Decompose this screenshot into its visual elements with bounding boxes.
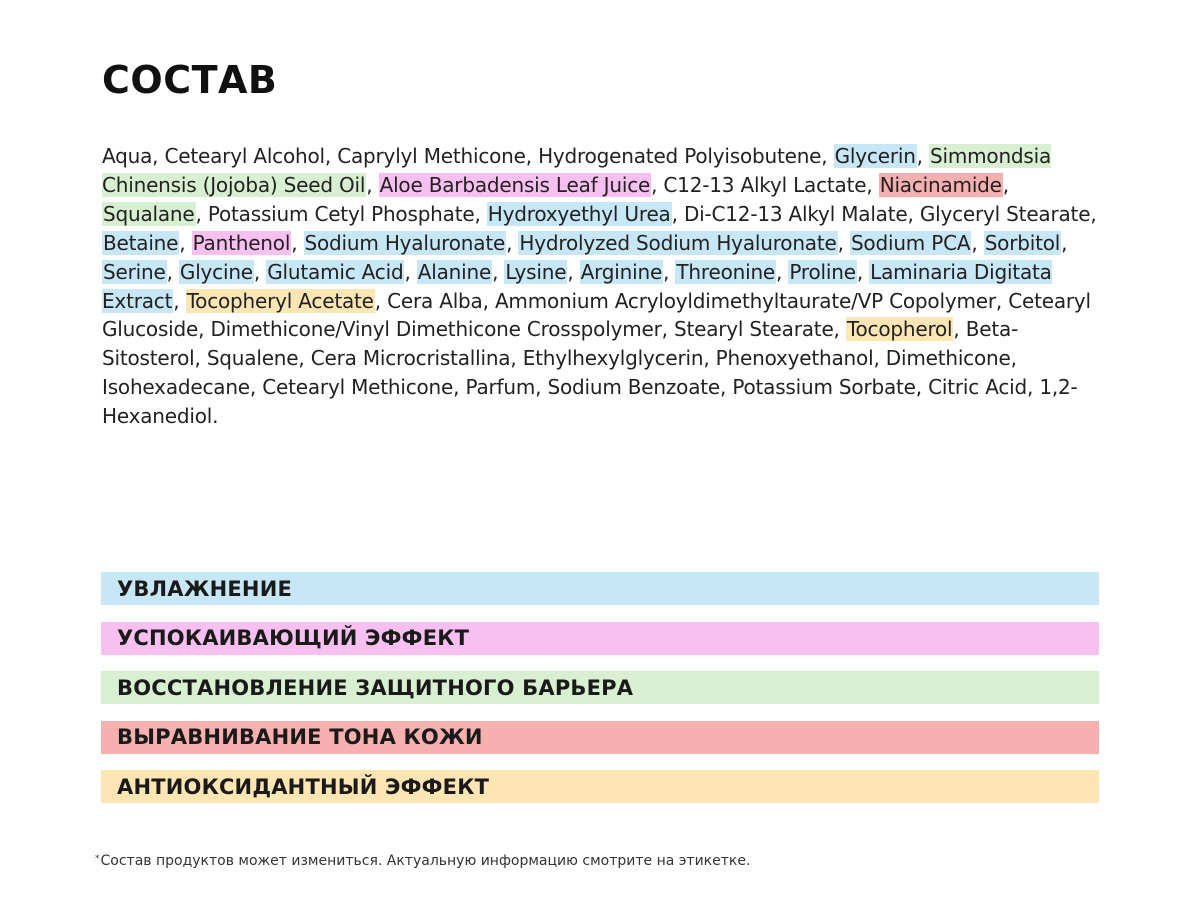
ingredient: Niacinamide (879, 172, 1002, 197)
ingredient: Alanine (417, 259, 492, 284)
legend-item-moist (101, 572, 1099, 605)
legend (101, 572, 1099, 820)
ingredient: Stearyl Stearate (673, 317, 834, 342)
ingredient: Tocopherol (846, 317, 953, 342)
ingredient: Cetearyl Glucoside (102, 288, 1091, 342)
ingredient: 1,2-Hexanediol (102, 375, 1078, 429)
ingredient: Arginine (580, 259, 663, 284)
ingredient: Threonine (676, 259, 776, 284)
ingredient: Cera Microcristallina (310, 346, 511, 371)
ingredient: Citric Acid (928, 375, 1027, 400)
ingredient: Sodium Benzoate (547, 375, 720, 400)
ingredient: Parfum (465, 375, 536, 400)
page-title: СОСТАВ (102, 58, 278, 102)
legend-item-barrier (101, 671, 1099, 704)
ingredient: Laminaria Digitata Extract (102, 259, 1052, 313)
legend-label: УВЛАЖНЕНИЕ (117, 576, 293, 601)
legend-item-tone (101, 721, 1099, 754)
ingredient: Betaine (103, 230, 179, 255)
ingredient: Cetearyl Alcohol (164, 144, 325, 168)
ingredient: C12-13 Alkyl Lactate (663, 172, 867, 197)
ingredient: Panthenol (192, 230, 291, 255)
ingredient: Ammonium Acryloyldimethyltaurate/VP Copolymer (494, 288, 996, 313)
ingredient: Aloe Barbadensis Leaf Juice (379, 172, 651, 197)
ingredient: Dimethicone/Vinyl Dimethicone Crosspolymer (210, 317, 662, 342)
legend-label: ВОССТАНОВЛЕНИЕ ЗАЩИТНОГО БАРЬЕРА (117, 675, 634, 700)
ingredient: Cera Alba (387, 288, 483, 313)
ingredient: Glyceryl Stearate (919, 201, 1091, 226)
legend-label: АНТИОКСИДАНТНЫЙ ЭФФЕКТ (117, 774, 490, 799)
ingredient: Hydrolyzed Sodium Hyaluronate (519, 230, 837, 255)
ingredient: Caprylyl Methicone (337, 144, 526, 168)
ingredient: Squalane (103, 201, 195, 226)
ingredient: Phenoxyethanol (715, 346, 874, 371)
ingredient: Proline (789, 259, 856, 284)
ingredient: Sorbitol (984, 230, 1061, 255)
ingredient: Glycerin (834, 144, 916, 168)
ingredient: Isohexadecane (102, 375, 250, 400)
ingredient: Hydrogenated Polyisobutene (538, 144, 822, 168)
ingredient: Sodium Hyaluronate (304, 230, 506, 255)
footnote-text: Состав продуктов может измениться. Актуальную информацию смотрите на этикетке. (100, 853, 751, 869)
ingredient: Ethylhexylglycerin (522, 346, 704, 371)
ingredient: Dimethicone (885, 346, 1011, 371)
legend-label: ВЫРАВНИВАНИЕ ТОНА КОЖИ (117, 725, 483, 749)
ingredient: Simmondsia Chinensis (Jojoba) Seed Oil (102, 144, 1052, 197)
legend-item-antiox (101, 770, 1099, 803)
legend-label: УСПОКАИВАЮЩИЙ ЭФФЕКТ (117, 626, 470, 650)
footnote-marker: * (95, 854, 100, 864)
ingredient: Potassium Sorbate (732, 375, 916, 400)
ingredients-list: Aqua, Cetearyl Alcohol, Caprylyl Methicone, Hydrogenated Polyisobutene, Glycerin, Simmondsia Chinensis (Jojoba) Seed Oil, Aloe Barbadensis Leaf Juice, C12-13 Alkyl Lactate, Niacinamide, Squalane, Potassium Cetyl Phosphate, Hydroxyethyl Urea, Di-C12-13 Alkyl Malate, Glyceryl Stearate, Betaine, Panthenol, Sodium Hyaluronate, Hydrolyzed Sodium Hyaluronate, Sodium PCA, Sorbitol, Serine, Glycine, Glutamic Acid, Alanine, Lysine, Arginine, Threonine, Proline, Laminaria Digitata Extract, Tocopheryl Acetate, Cera Alba, Ammonium Acryloyldimethyltaurate/VP Copolymer, Cetearyl Glucoside, Dimethicone/Vinyl Dimethicone Crosspolymer, Stearyl Stearate, Tocopherol, Beta-Sitosterol, Squalene, Cera Microcristallina, Ethylhexylglycerin, Phenoxyethanol, Dimethicone, Isohexadecane, Cetearyl Methicone, Parfum, Sodium Benzoate, Potassium Sorbate, Citric Acid, 1,2-Hexanediol. (102, 144, 1097, 429)
legend-item-calm (101, 622, 1099, 655)
ingredient: Di-C12-13 Alkyl Malate (683, 201, 908, 226)
ingredient: Hydroxyethyl Urea (487, 201, 671, 226)
ingredient: Glycine (179, 259, 253, 284)
footnote (95, 853, 750, 869)
ingredient: Aqua (102, 144, 153, 168)
ingredient: Cetearyl Methicone (262, 375, 454, 400)
ingredient: Potassium Cetyl Phosphate (207, 201, 475, 226)
ingredient: Squalene (206, 346, 299, 371)
ingredient: Sodium PCA (850, 230, 971, 255)
ingredient: Lysine (505, 259, 567, 284)
ingredient: Serine (103, 259, 166, 284)
ingredient: Glutamic Acid (267, 259, 404, 284)
ingredient: Tocopheryl Acetate (186, 288, 374, 313)
ingredient: Beta-Sitosterol (102, 317, 1019, 371)
